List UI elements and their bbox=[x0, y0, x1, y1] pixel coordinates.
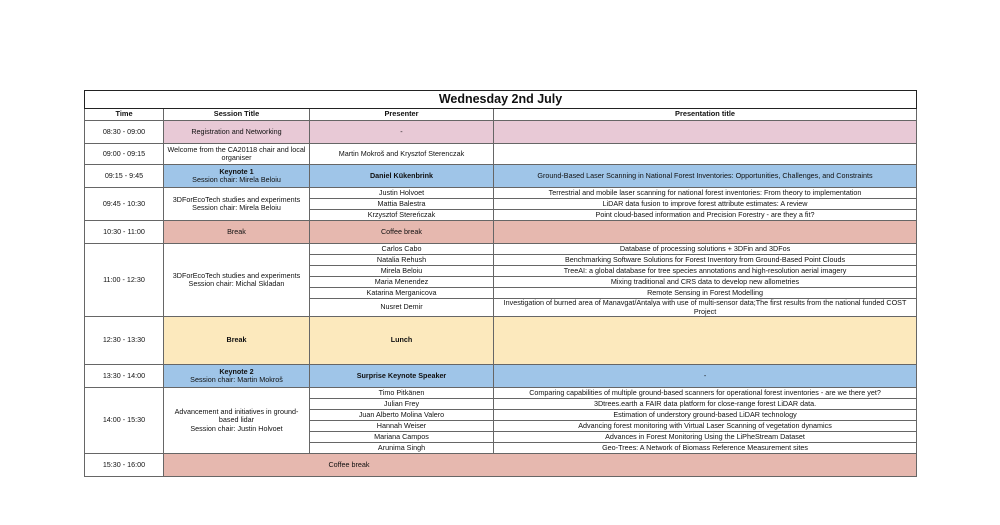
header-presenter: Presenter bbox=[310, 109, 494, 121]
time-cell: 08:30 - 09:00 bbox=[85, 121, 164, 144]
presenter-cell: Natalia Rehush bbox=[310, 255, 494, 266]
presenter-cell: Krzysztof Stereńczak bbox=[310, 210, 494, 221]
presenter-cell: Daniel Kükenbrink bbox=[310, 165, 494, 188]
table-row bbox=[85, 188, 917, 199]
presentation-cell: Geo-Trees: A Network of Biomass Reference Measurement sites bbox=[494, 443, 917, 454]
schedule-table bbox=[84, 90, 917, 477]
presentation-cell: TreeAI: a global database for tree species annotations and high-resolution aerial imagery bbox=[494, 266, 917, 277]
presenter-cell: Hannah Weiser bbox=[310, 421, 494, 432]
presentation-cell: Remote Sensing in Forest Modelling bbox=[494, 288, 917, 299]
table-row bbox=[85, 244, 917, 255]
table-row bbox=[85, 121, 917, 144]
presenter-cell: Arunima Singh bbox=[310, 443, 494, 454]
session-cell: Break bbox=[164, 317, 310, 365]
session-cell bbox=[164, 365, 310, 388]
table-row bbox=[85, 144, 917, 165]
session-cell bbox=[164, 188, 310, 221]
presentation-cell: Advancing forest monitoring with Virtual Laser Scanning of vegetation dynamics bbox=[494, 421, 917, 432]
presentation-cell: Advances in Forest Monitoring Using the LiPheStream Dataset bbox=[494, 432, 917, 443]
presentation-cell: LiDAR data fusion to improve forest attribute estimates: A review bbox=[494, 199, 917, 210]
presenter-cell: Justin Holvoet bbox=[310, 188, 494, 199]
session-chair: Session chair: Mirela Beloiu bbox=[192, 203, 281, 212]
presentation-cell: Estimation of understory ground-based LiDAR technology bbox=[494, 410, 917, 421]
time-cell: 09:45 - 10:30 bbox=[85, 188, 164, 221]
session-title: Coffee break bbox=[328, 459, 370, 469]
table-row bbox=[85, 221, 917, 244]
presenter-cell: Nusret Demir bbox=[310, 299, 494, 317]
session-cell: Registration and Networking bbox=[164, 121, 310, 144]
presenter-cell: Mattia Balestra bbox=[310, 199, 494, 210]
presenter-cell: Katarina Merganicova bbox=[310, 288, 494, 299]
presentation-cell bbox=[494, 121, 917, 144]
day-title: Wednesday 2nd July bbox=[85, 91, 917, 109]
session-chair: Session chair: Justin Holvoet bbox=[190, 423, 283, 433]
presentation-cell bbox=[494, 221, 917, 244]
time-cell: 10:30 - 11:00 bbox=[85, 221, 164, 244]
presentation-cell bbox=[494, 144, 917, 165]
session-cell bbox=[164, 165, 310, 188]
time-cell: 12:30 - 13:30 bbox=[85, 317, 164, 365]
session-cell bbox=[164, 244, 310, 317]
session-cell bbox=[164, 454, 917, 477]
presenter-cell: Juan Alberto Molina Valero bbox=[310, 410, 494, 421]
table-row bbox=[85, 454, 917, 477]
session-title: Advancement and initiatives in ground-based lidar bbox=[174, 407, 299, 425]
presentation-cell: Mixing traditional and CRS data to develop new allometries bbox=[494, 277, 917, 288]
header-session-title: Session Title bbox=[164, 109, 310, 121]
table-row bbox=[85, 388, 917, 399]
session-cell bbox=[164, 388, 310, 454]
presentation-cell: Terrestrial and mobile laser scanning for national forest inventories: From theory to implementation bbox=[494, 188, 917, 199]
presenter-cell: Julian Frey bbox=[310, 399, 494, 410]
presenter-cell: Carlos Cabo bbox=[310, 244, 494, 255]
presenter-cell: - bbox=[310, 121, 494, 144]
table-row bbox=[85, 317, 917, 365]
table-row bbox=[85, 165, 917, 188]
time-cell: 09:00 - 09:15 bbox=[85, 144, 164, 165]
presentation-cell bbox=[494, 317, 917, 365]
session-title: 3DForEcoTech studies and experiments bbox=[172, 270, 301, 280]
table-row bbox=[85, 365, 917, 388]
time-cell: 15:30 - 16:00 bbox=[85, 454, 164, 477]
presenter-cell: Martin Mokroš and Krysztof Sterenczak bbox=[310, 144, 494, 165]
presentation-cell: Investigation of burned area of Manavgat/Antalya with use of multi-sensor data;The first results from the national funded COST Project bbox=[494, 299, 917, 317]
time-cell: 11:00 - 12:30 bbox=[85, 244, 164, 317]
presentation-cell: Point cloud-based information and Precision Forestry - are they a fit? bbox=[494, 210, 917, 221]
presenter-cell: Mirela Beloiu bbox=[310, 266, 494, 277]
time-cell: 09:15 - 9:45 bbox=[85, 165, 164, 188]
presentation-cell: Database of processing solutions + 3DFin and 3DFos bbox=[494, 244, 917, 255]
header-presentation-title: Presentation title bbox=[494, 109, 917, 121]
presenter-cell: Maria Menendez bbox=[310, 277, 494, 288]
header-time: Time bbox=[85, 109, 164, 121]
session-chair: Session chair: Michal Skladan bbox=[188, 279, 285, 288]
presenter-cell: Surprise Keynote Speaker bbox=[310, 365, 494, 388]
session-title: Keynote 1 bbox=[219, 166, 254, 176]
presenter-cell: Mariana Campos bbox=[310, 432, 494, 443]
session-title: Keynote 2 bbox=[219, 366, 254, 376]
presentation-cell: Benchmarking Software Solutions for Forest Inventory from Ground-Based Point Clouds bbox=[494, 255, 917, 266]
presenter-cell: Timo Pitkänen bbox=[310, 388, 494, 399]
session-title: 3DForEcoTech studies and experiments bbox=[172, 194, 301, 204]
presenter-cell: Coffee break bbox=[310, 221, 494, 244]
time-cell: 13:30 - 14:00 bbox=[85, 365, 164, 388]
session-cell: Break bbox=[164, 221, 310, 244]
presentation-cell: - bbox=[494, 365, 917, 388]
presentation-cell: Comparing capabilities of multiple ground-based scanners for operational forest inventories - are we there yet? bbox=[494, 388, 917, 399]
time-cell: 14:00 - 15:30 bbox=[85, 388, 164, 454]
session-chair: Session chair: Mirela Beloiu bbox=[192, 175, 281, 184]
presenter-cell: Lunch bbox=[310, 317, 494, 365]
session-chair: Session chair: Martin Mokroš bbox=[190, 375, 283, 384]
presentation-cell: Ground-Based Laser Scanning in National Forest Inventories: Opportunities, Challenges, and Constraints bbox=[494, 165, 917, 188]
presentation-cell: 3Dtrees.earth a FAIR data platform for close-range forest LiDAR data. bbox=[494, 399, 917, 410]
session-cell: Welcome from the CA20118 chair and local organiser bbox=[164, 144, 310, 165]
